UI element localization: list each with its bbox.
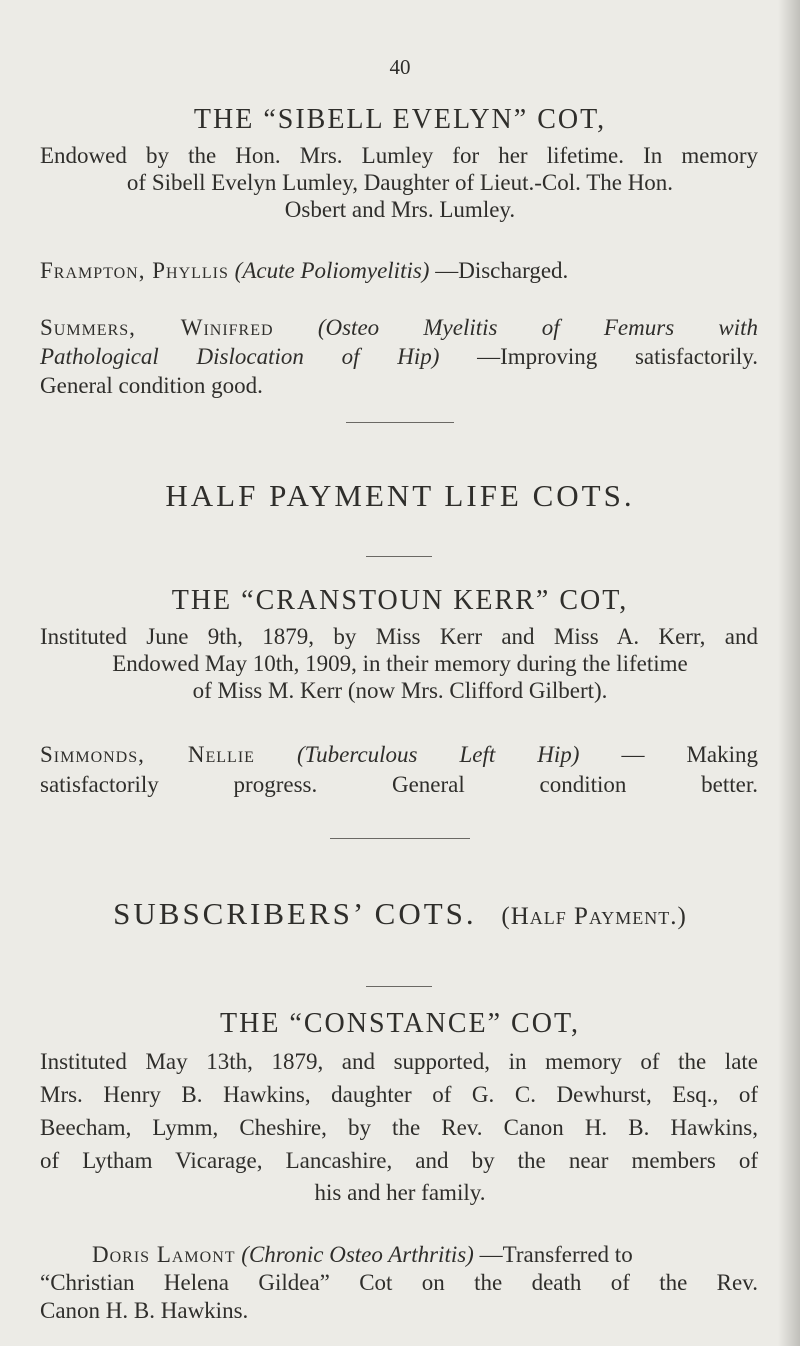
cot-heading-cranstoun-kerr: THE “CRANSTOUN KERR” COT, bbox=[171, 585, 629, 616]
section-title-half-payment-life-cots: HALF PAYMENT LIFE COTS. bbox=[165, 478, 635, 513]
sibell-intro-line-2: of Sibell Evelyn Lumley, Daughter of Lieut.-Col. The Hon. bbox=[126, 170, 674, 195]
section-title-subscribers-cots bbox=[0, 896, 800, 932]
section-title-main: SUBSCRIBERS’ COTS. bbox=[113, 896, 477, 931]
patient-diagnosis: (Acute Poliomyelitis) bbox=[234, 258, 430, 283]
patient-diagnosis: (Chronic Osteo Arthritis) bbox=[241, 1242, 474, 1267]
patient-entry-lamont-line-2: “Christian Helena Gildea” Cot on the death of the Rev. bbox=[40, 1270, 758, 1295]
patient-name: Simmonds, Nellie bbox=[40, 742, 255, 767]
constance-intro-line-1: Instituted May 13th, 1879, and supported, in memory of the late bbox=[40, 1049, 758, 1074]
patient-status: —Discharged. bbox=[435, 258, 569, 283]
constance-intro-line-4: of Lytham Vicarage, Lancashire, and by the near members of bbox=[40, 1148, 758, 1173]
patient-entry-lamont-line-3: Canon H. B. Hawkins. bbox=[40, 1298, 249, 1323]
cot-heading-sibell-evelyn: THE “SIBELL EVELYN” COT, bbox=[193, 104, 607, 135]
patient-status: — Making bbox=[621, 742, 759, 767]
divider bbox=[346, 422, 454, 423]
patient-entry-lamont-line-1 bbox=[92, 1240, 633, 1270]
patient-entry-summers-line-3: General condition good. bbox=[40, 373, 263, 398]
patient-entry-summers-line-1 bbox=[40, 313, 758, 343]
page-number: 40 bbox=[389, 55, 411, 79]
page-edge-shadow bbox=[778, 0, 800, 1346]
sibell-intro-line-1: Endowed by the Hon. Mrs. Lumley for her lifetime. In memory bbox=[40, 143, 758, 168]
kerr-intro-line-1: Instituted June 9th, 1879, by Miss Kerr and Miss A. Kerr, and bbox=[40, 624, 758, 649]
section-title-sub: (Half Payment.) bbox=[501, 903, 687, 930]
patient-name: Doris Lamont bbox=[92, 1242, 236, 1267]
divider bbox=[330, 838, 470, 839]
patient-status: —Transferred to bbox=[479, 1242, 633, 1267]
kerr-intro-line-2: Endowed May 10th, 1909, in their memory during the lifetime bbox=[112, 651, 688, 676]
patient-name: Frampton, Phyllis bbox=[40, 258, 229, 283]
divider bbox=[366, 556, 432, 557]
patient-entry-frampton bbox=[40, 256, 568, 286]
patient-diagnosis-cont: Pathological Dislocation of Hip) bbox=[40, 344, 440, 369]
cot-heading-constance: THE “CONSTANCE” COT, bbox=[220, 1008, 580, 1039]
constance-intro-line-2: Mrs. Henry B. Hawkins, daughter of G. C. Dewhurst, Esq., of bbox=[40, 1082, 758, 1107]
sibell-intro-line-3: Osbert and Mrs. Lumley. bbox=[284, 197, 516, 222]
divider bbox=[366, 986, 432, 987]
patient-status: —Improving satisfactorily. bbox=[477, 344, 759, 369]
patient-diagnosis: (Osteo Myelitis of Femurs with bbox=[317, 315, 759, 340]
constance-intro-line-5: his and her family. bbox=[314, 1180, 486, 1205]
patient-entry-simmonds-line-1 bbox=[40, 740, 758, 770]
constance-intro-line-3: Beecham, Lymm, Cheshire, by the Rev. Canon H. B. Hawkins, bbox=[40, 1115, 758, 1140]
kerr-intro-line-3: of Miss M. Kerr (now Mrs. Clifford Gilbert). bbox=[192, 678, 608, 703]
patient-name: Summers, Winifred bbox=[40, 315, 274, 340]
patient-entry-summers-line-2 bbox=[40, 342, 758, 372]
patient-entry-simmonds-line-2: satisfactorily progress. General condition better. bbox=[40, 772, 758, 797]
patient-diagnosis: (Tuberculous Left Hip) bbox=[296, 742, 580, 767]
